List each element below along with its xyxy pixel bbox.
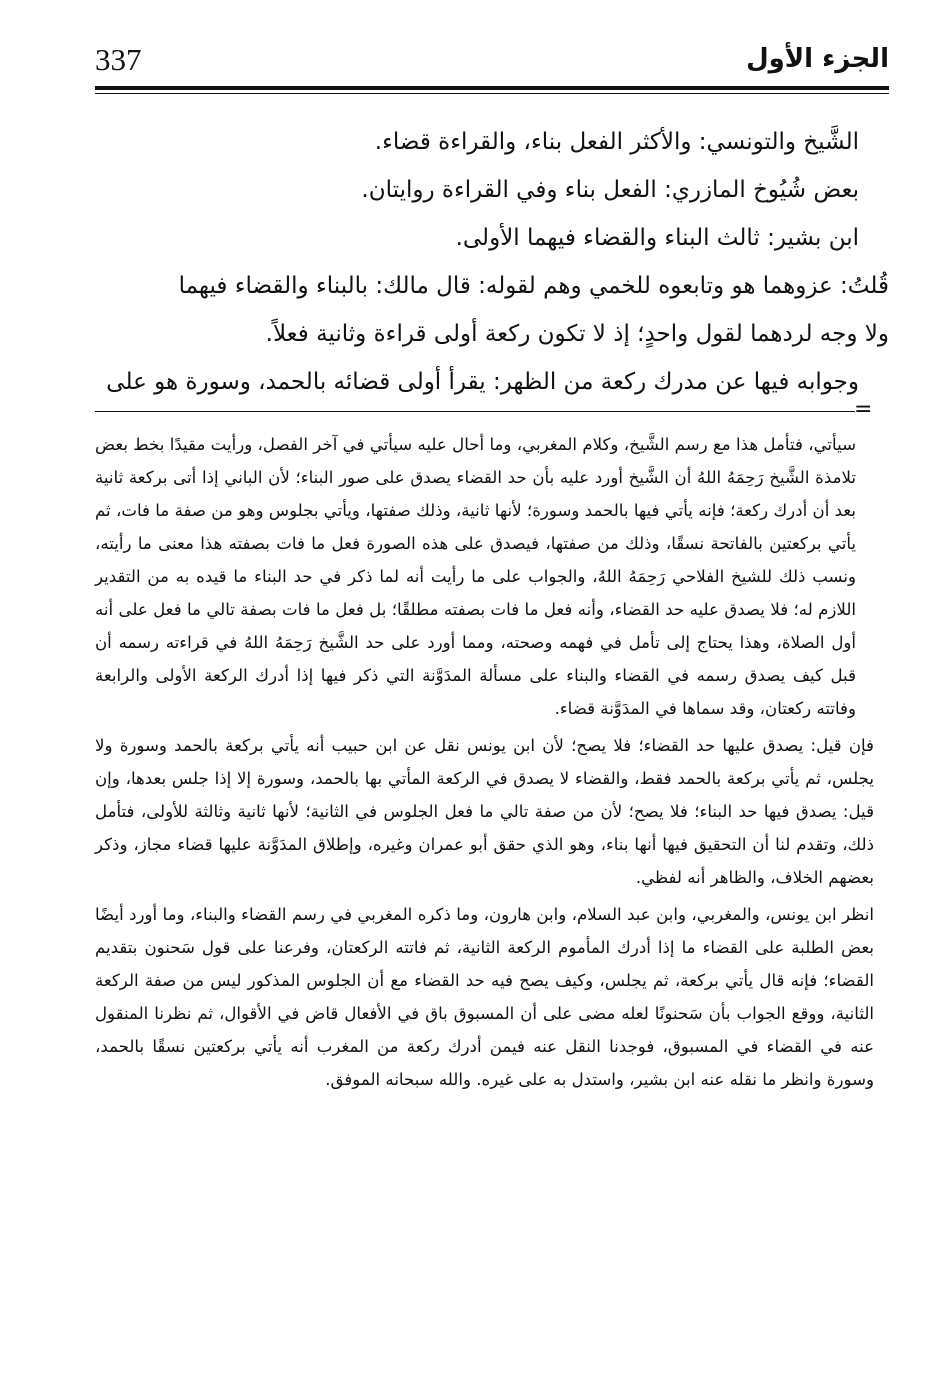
footnote-separator: [95, 411, 855, 412]
main-line-6: وجوابه فيها عن مدرك ركعة من الظهر: يقرأ أولى قضائه بالحمد، وسورة هو على: [106, 369, 859, 395]
footnote-paragraph-3: انظر ابن يونس، والمغربي، وابن عبد السلام، وابن هارون، وما ذكره المغربي في رسم القضاء والبناء، وما أورد أيضًا بعض الطلبة على القضاء ما إذا أدرك المأموم الركعة الثانية، ثم فاتته الركعتان، وفرعنا على قول سَحنون بتقديم القضاء؛ فإنه قال يأتي بركعة، ثم يجلس، وكيف يصح فيه حد القضاء مع أن الجلوس المذكور ليس من صفة الركعة الثانية، ووقع الجواب بأن سَحنونًا لعله مضى على أن المسبوق باق في الأفعال قاض في الأقوال، ثم نظرنا المنقول عنه في القضاء في المسبوق، فوجدنا النقل عنه فيمن أدرك ركعة من المغرب أنه يأتي بركعتين نسقًا بالحمد، وسورة وانظر ما نقله عنه ابن بشير، واستدل به على غيره. والله سبحانه الموفق.: [95, 905, 874, 1089]
main-line-2: بعض شُيُوخ المازري: الفعل بناء وفي القراءة روايتان.: [361, 177, 859, 203]
volume-title: الجزء الأول: [746, 44, 889, 74]
header-rule-thin: [95, 93, 889, 94]
footnote-paragraph-2: فإن قيل: يصدق عليها حد القضاء؛ فلا يصح؛ لأن ابن يونس نقل عن ابن حبيب أنه يأتي بركعة بالحمد وسورة ولا يجلس، ثم يأتي بركعة بالحمد فقط، والقضاء لا يصدق في الركعة المأتي بها بالحمد، وسورة إلا إذا جلس بعدها، وإن قيل: يصدق فيها حد البناء؛ فلا يصح؛ لأن من صفة تالي ما فعل الجلوس في الثانية؛ لأنها ثانية وثالثة للأولى، فتأمل ذلك، وتقدم لنا أن التحقيق فيها أنها بناء، وهو الذي حقق أبو عمران وغيره، وإطلاق المدَوَّنة عليها قضاء مجاز، وذكر بعضهم الخلاف، والظاهر أنه لفظي.: [95, 736, 874, 887]
main-line-1: الشَّيخ والتونسي: والأكثر الفعل بناء، والقراءة قضاء.: [374, 129, 859, 155]
header-rule-thick: [95, 86, 889, 90]
page-number: 337: [95, 42, 142, 77]
main-text: [95, 118, 889, 406]
main-line-5: ولا وجه لردهما لقول واحدٍ؛ إذ لا تكون ركعة أولى قراءة وثانية فعلاً.: [265, 321, 889, 347]
main-line-3: ابن بشير: ثالث البناء والقضاء فيهما الأولى.: [455, 225, 859, 251]
footnote-paragraph-1: سيأتي، فتأمل هذا مع رسم الشَّيخ، وكلام المغربي، وما أحال عليه سيأتي في آخر الفصل، ورأيت مقيدًا بخط بعض تلامذة الشَّيخ رَحِمَهُ اللهُ أن الشَّيخ أورد عليه بأن حد القضاء يصدق على صور البناء؛ لأن الباني إذا أتى بركعة ثانية بعد أن أدرك ركعة؛ فإنه يأتي فيها بالحمد وسورة؛ لأنها ثانية، وذلك صفتها، ويأتي بجلوس وهو من صفة ما فات، ثم يأتي بركعتين بالفاتحة نسقًا، وذلك من صفتها، فيصدق على هذه الصورة فعل ما فات بصفته هذا معنى ما رأيته، ونسب ذلك للشيخ الفلاحي رَحِمَهُ اللهُ، والجواب على ما رأيت أنه لما ذكر في حد البناء ما قيده به من التقدير اللازم له؛ فلا يصدق عليه حد القضاء، وأنه فعل ما فات بصفته مطلقًا؛ بل فعل ما فات بصفة تالي ما فعل على أنه أول الصلاة، وهذا يحتاج إلى تأمل في فهمه وصحته، ومما أورد على حد الشَّيخ رَحِمَهُ اللهُ في قراءته رسمه أن قبل كيف يصدق رسمه في القضاء والبناء على مسألة المدَوَّنة التي ذكر فيها إذا أدرك الركعة الأولى والرابعة وفاتته ركعتان، وقد سماها في المدَوَّنة قضاء.: [95, 435, 856, 718]
footnotes: [95, 428, 874, 1096]
main-line-4: قُلتُ: عزوهما هو وتابعوه للخمي وهم لقوله: قال مالك: بالبناء والقضاء فيهما: [178, 273, 889, 299]
continuation-mark: =: [854, 397, 873, 422]
